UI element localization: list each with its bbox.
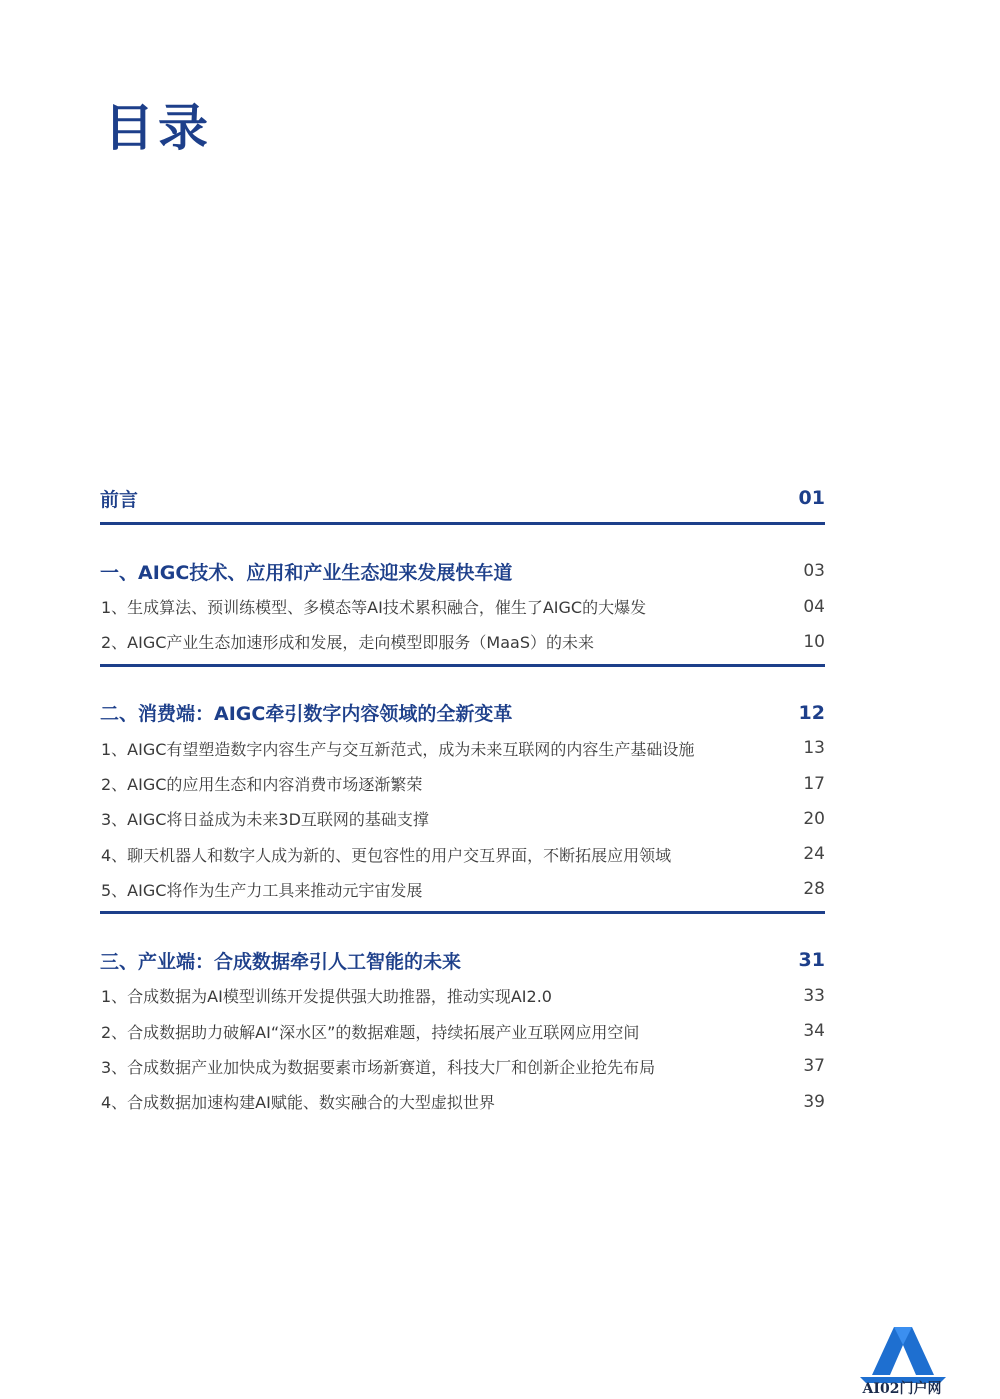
toc-section-3 bbox=[100, 942, 825, 1119]
toc-section-preface bbox=[100, 480, 825, 525]
toc-item[interactable] bbox=[100, 1084, 825, 1119]
toc-item-label: 3、合成数据产业加快成为数据要素市场新赛道，科技大厂和创新企业抢先布局 bbox=[101, 1057, 656, 1077]
toc-item[interactable] bbox=[100, 836, 825, 871]
toc-section-title: 一、AIGC技术、应用和产业生态迎来发展快车道 bbox=[100, 561, 513, 584]
toc-section-2 bbox=[100, 695, 825, 914]
toc-item-label: 2、AIGC产业生态加速形成和发展，走向模型即服务（MaaS）的未来 bbox=[101, 633, 594, 653]
toc-item-page: 39 bbox=[803, 1091, 825, 1112]
toc-item-page: 04 bbox=[803, 596, 825, 617]
toc-item-page: 34 bbox=[803, 1021, 825, 1042]
toc-section-1 bbox=[100, 553, 825, 667]
section-divider bbox=[100, 911, 825, 914]
toc-item[interactable] bbox=[100, 872, 825, 907]
toc-item[interactable] bbox=[100, 1013, 825, 1048]
toc-section-page: 31 bbox=[798, 949, 825, 972]
toc-item-page: 17 bbox=[803, 773, 825, 794]
toc-item-page: 28 bbox=[803, 879, 825, 900]
section-divider bbox=[100, 522, 825, 525]
toc-item-page: 10 bbox=[803, 631, 825, 652]
watermark-text: AI02门户网 bbox=[862, 1381, 942, 1397]
toc-item-label: 5、AIGC将作为生产力工具来推动元宇宙发展 bbox=[101, 880, 423, 900]
toc-section-page: 12 bbox=[798, 701, 825, 724]
toc-item[interactable] bbox=[100, 589, 825, 624]
toc-item[interactable] bbox=[100, 1049, 825, 1084]
toc-item-page: 13 bbox=[803, 738, 825, 759]
toc-item-page: 37 bbox=[803, 1056, 825, 1077]
toc-item-label: 1、合成数据为AI模型训练开发提供强大助推器，推动实现AI2.0 bbox=[101, 987, 552, 1007]
toc-section-heading[interactable] bbox=[100, 695, 825, 731]
toc-section-heading[interactable] bbox=[100, 553, 825, 589]
toc-section-page: 03 bbox=[803, 561, 825, 581]
toc-item-label: 1、生成算法、预训练模型、多模态等AI技术累积融合，催生了AIGC的大爆发 bbox=[101, 598, 647, 618]
table-of-contents bbox=[100, 480, 825, 1147]
toc-section-title: 二、消费端：AIGC牵引数字内容领域的全新变革 bbox=[100, 703, 513, 726]
page-title: 目录 bbox=[104, 99, 212, 157]
toc-item-page: 33 bbox=[803, 985, 825, 1006]
toc-section-heading[interactable] bbox=[100, 942, 825, 978]
toc-item-label: 3、AIGC将日益成为未来3D互联网的基础支撑 bbox=[101, 810, 429, 830]
section-divider bbox=[100, 664, 825, 667]
toc-item-label: 4、聊天机器人和数字人成为新的、更包容性的用户交互界面，不断拓展应用领域 bbox=[101, 845, 672, 865]
toc-preface-entry[interactable] bbox=[100, 480, 825, 516]
toc-preface-page: 01 bbox=[798, 487, 825, 509]
toc-item[interactable] bbox=[100, 624, 825, 659]
toc-item[interactable] bbox=[100, 801, 825, 836]
toc-preface-title: 前言 bbox=[100, 488, 139, 511]
toc-item-label: 4、合成数据加速构建AI赋能、数实融合的大型虚拟世界 bbox=[101, 1093, 495, 1113]
toc-item-label: 2、合成数据助力破解AI“深水区”的数据难题，持续拓展产业互联网应用空间 bbox=[101, 1022, 640, 1042]
toc-item-label: 2、AIGC的应用生态和内容消费市场逐渐繁荣 bbox=[101, 775, 423, 795]
toc-item[interactable] bbox=[100, 731, 825, 766]
toc-item-label: 1、AIGC有望塑造数字内容生产与交互新范式，成为未来互联网的内容生产基础设施 bbox=[101, 739, 695, 759]
toc-item-page: 24 bbox=[803, 844, 825, 865]
toc-item-page: 20 bbox=[803, 808, 825, 829]
toc-section-title: 三、产业端：合成数据牵引人工智能的未来 bbox=[100, 950, 462, 973]
toc-item[interactable] bbox=[100, 978, 825, 1013]
toc-item[interactable] bbox=[100, 766, 825, 801]
